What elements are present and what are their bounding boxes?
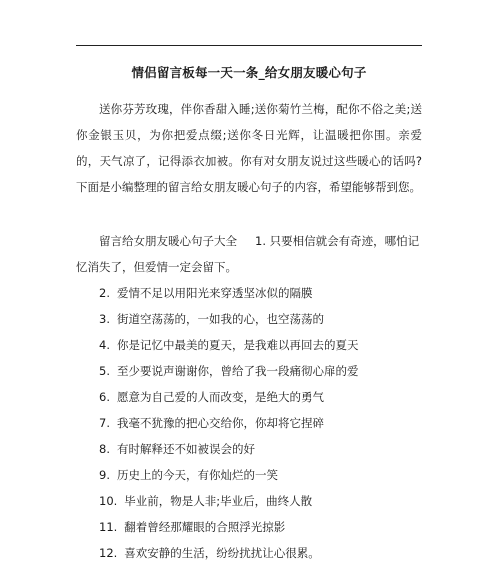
list-item-number: 7. [99, 416, 110, 430]
list-item [99, 280, 429, 306]
list-item-number: 3. [99, 312, 110, 326]
list-item-text: 街道空荡荡的，一如我的心，也空荡荡的 [116, 312, 324, 326]
top-divider [76, 45, 422, 46]
list-item [99, 306, 429, 332]
list-item-number: 12. [99, 546, 118, 560]
list-item [99, 488, 429, 514]
intro-paragraph: 送你芬芳玫瑰，伴你香甜入睡;送你菊竹兰梅，配你不俗之美;送你金银玉贝，为你把爱点缀;送你冬日光辉，让温暖把你围。亲爱的，天气凉了，记得添衣加被。你有对女朋友说过这些暖心的话吗?下面是小编整理的留言给女朋友暖心句子的内容，希望能够帮到您。 [76, 102, 422, 194]
list-item-number: 1. [255, 234, 266, 248]
list-item [99, 332, 429, 358]
list-item-text: 只要相信就会有奇迹，哪怕记忆消失了，但爱情一定会留下。 [76, 234, 420, 274]
list-item-text: 喜欢安静的生活，纷纷扰扰让心很累。 [124, 546, 320, 560]
list-item [99, 514, 429, 540]
list-item-text: 翻着曾经那耀眼的合照浮光掠影 [124, 520, 286, 534]
list-item [99, 410, 429, 436]
list-item-text: 至少要说声谢谢你，曾给了我一段痛彻心扉的爱 [116, 364, 359, 378]
list-item-text: 你是记忆中最美的夏天，是我难以再回去的夏天 [116, 338, 359, 352]
list-item-number: 10. [99, 494, 118, 508]
list-item-number: 2. [99, 286, 110, 300]
list-item-text: 爱情不足以用阳光来穿透坚冰似的隔膜 [116, 286, 313, 300]
list-item-number: 11. [99, 520, 118, 534]
list-item [99, 540, 429, 566]
list-item-number: 4. [99, 338, 110, 352]
list-item-text: 我毫不犹豫的把心交给你，你却将它捏碎 [116, 416, 324, 430]
list-item-text: 历史上的今天，有你灿烂的一笑 [116, 468, 278, 482]
list-item-text: 有时解释还不如被误会的好 [116, 442, 255, 456]
article-title: 情侣留言板每一天一条_给女朋友暖心句子 [131, 65, 367, 80]
quote-list [99, 280, 429, 566]
section-heading: 留言给女朋友暖心句子大全 [99, 234, 237, 248]
list-item-number: 5. [99, 364, 110, 378]
list-item [99, 436, 429, 462]
list-item [99, 384, 429, 410]
list-item-text: 毕业前，物是人非;毕业后，曲终人散 [124, 494, 313, 508]
list-item-number: 8. [99, 442, 110, 456]
list-item [99, 462, 429, 488]
list-item [99, 358, 429, 384]
section-lead-paragraph [76, 228, 422, 280]
list-item-number: 9. [99, 468, 110, 482]
list-item-text: 愿意为自己爱的人而改变，是绝大的勇气 [116, 390, 324, 404]
list-item-number: 6. [99, 390, 110, 404]
